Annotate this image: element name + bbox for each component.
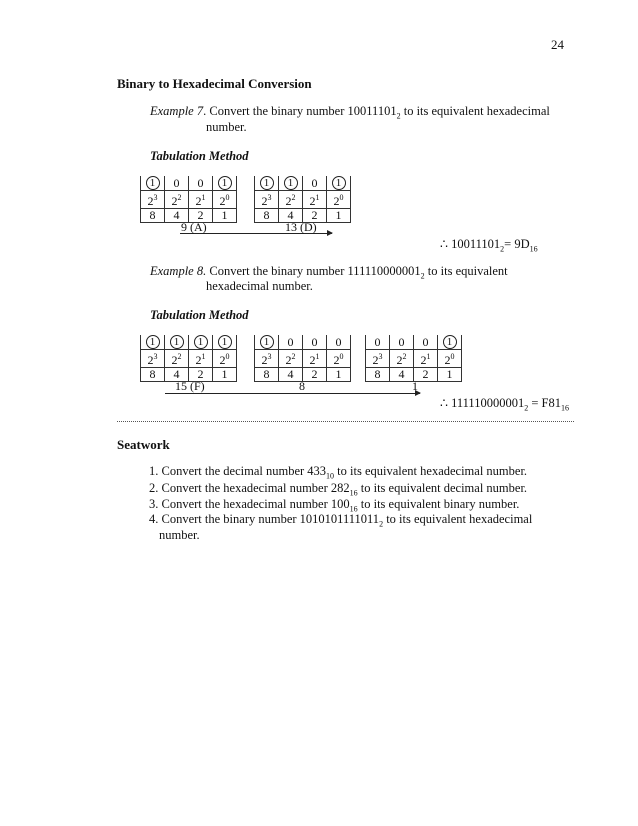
section-title: Binary to Hexadecimal Conversion bbox=[117, 76, 312, 91]
example7-text2: to its equivalent hexadecimal bbox=[400, 104, 550, 118]
power-exponent: 0 bbox=[225, 193, 230, 202]
seatwork-item-4-post: to its equivalent hexadecimal bbox=[383, 512, 533, 526]
power-exponent: 2 bbox=[177, 352, 182, 361]
example8-answer-mid: = F81 bbox=[528, 396, 561, 410]
example8-table-2 bbox=[254, 335, 351, 382]
example7-answer-sub2: 16 bbox=[529, 244, 538, 254]
seatwork-item-1-sub: 10 bbox=[326, 471, 335, 481]
seatwork-item-1-pre: 1. Convert the decimal number 433 bbox=[149, 464, 327, 478]
weight-cell: 8 bbox=[255, 209, 279, 223]
bit-cell bbox=[303, 335, 327, 350]
power-cell: $2^2$ bbox=[279, 350, 303, 368]
bit-value: 1 bbox=[194, 335, 208, 349]
power-cell: $2^1$ bbox=[303, 350, 327, 368]
power-exponent: 2 bbox=[177, 193, 182, 202]
seatwork-item-4-sub: 2 bbox=[379, 519, 384, 529]
power-exponent: 0 bbox=[339, 193, 344, 202]
example7-answer-sub1: 2 bbox=[500, 244, 505, 254]
example8-bits-row bbox=[255, 335, 351, 350]
example8-answer-prefix: ∴ 111110000001 bbox=[440, 396, 525, 410]
power-cell: $2^3$ bbox=[255, 350, 279, 368]
bit-cell bbox=[390, 335, 414, 350]
bit-value: 1 bbox=[284, 176, 298, 190]
power-exponent: 3 bbox=[267, 352, 272, 361]
bit-cell bbox=[414, 335, 438, 350]
bit-value: 0 bbox=[197, 175, 204, 190]
power-cell: $2^3$ bbox=[141, 350, 165, 368]
power-exponent: 0 bbox=[225, 352, 230, 361]
power-exponent: 1 bbox=[201, 193, 206, 202]
bit-cell bbox=[141, 335, 165, 350]
power-exponent: 1 bbox=[201, 352, 206, 361]
power-cell: $2^3$ bbox=[255, 191, 279, 209]
example8-sub: 2 bbox=[420, 271, 425, 281]
seatwork-item-4-pre: 4. Convert the binary number 1010101111011 bbox=[149, 512, 380, 526]
example8-method: Tabulation Method bbox=[150, 308, 249, 322]
seatwork-item-3-post: to its equivalent binary number. bbox=[357, 497, 520, 511]
power-exponent: 0 bbox=[339, 352, 344, 361]
example7-result-2: 13 (D) bbox=[285, 220, 317, 234]
example7-sub: 2 bbox=[396, 111, 401, 121]
bit-cell bbox=[165, 176, 189, 191]
weight-cell: 2 bbox=[189, 209, 213, 223]
example7-powers-row bbox=[255, 191, 351, 209]
example8-bits-row bbox=[141, 335, 237, 350]
example7-answer-mid: = 9D bbox=[504, 237, 530, 251]
power-cell: $2^2$ bbox=[165, 350, 189, 368]
bit-cell bbox=[213, 335, 237, 350]
power-exponent: 3 bbox=[378, 352, 383, 361]
bit-value: 0 bbox=[374, 334, 381, 349]
bit-value: 1 bbox=[170, 335, 184, 349]
bit-value: 1 bbox=[146, 335, 160, 349]
weight-cell: 8 bbox=[366, 368, 390, 382]
weight-cell: 4 bbox=[279, 368, 303, 382]
example8-text2: to its equivalent bbox=[424, 264, 508, 278]
power-cell: $2^0$ bbox=[327, 350, 351, 368]
seatwork-item-3-pre: 3. Convert the hexadecimal number 100 bbox=[149, 497, 350, 511]
bit-value: 1 bbox=[218, 335, 232, 349]
power-cell: $2^1$ bbox=[414, 350, 438, 368]
power-exponent: 3 bbox=[267, 193, 272, 202]
weight-cell: 2 bbox=[414, 368, 438, 382]
power-exponent: 2 bbox=[291, 193, 296, 202]
example8-label: Example 8. bbox=[150, 264, 207, 278]
example8-text: Convert the binary number 111110000001 bbox=[206, 264, 421, 278]
weight-cell: 1 bbox=[327, 368, 351, 382]
weight-cell: 4 bbox=[165, 209, 189, 223]
example8-table-3 bbox=[365, 335, 462, 382]
example7-bits-row bbox=[141, 176, 237, 191]
bit-value: 0 bbox=[335, 334, 342, 349]
weight-cell: 2 bbox=[303, 368, 327, 382]
example8-answer-sub1: 2 bbox=[524, 403, 529, 413]
weight-cell: 2 bbox=[189, 368, 213, 382]
example7-label: Example 7 bbox=[150, 104, 204, 118]
bit-value: 0 bbox=[398, 334, 405, 349]
seatwork-item-4-cont: number. bbox=[159, 528, 200, 542]
power-exponent: 1 bbox=[315, 193, 320, 202]
example8-bits-row bbox=[366, 335, 462, 350]
bit-cell bbox=[327, 176, 351, 191]
weight-cell: 8 bbox=[255, 368, 279, 382]
bit-value: 0 bbox=[311, 175, 318, 190]
bit-cell bbox=[327, 335, 351, 350]
power-cell: $2^0$ bbox=[213, 350, 237, 368]
weight-cell: 1 bbox=[213, 368, 237, 382]
power-cell: $2^3$ bbox=[366, 350, 390, 368]
bit-cell bbox=[189, 335, 213, 350]
example7-result-1: 9 (A) bbox=[181, 220, 207, 234]
example7-text3: number. bbox=[206, 120, 247, 134]
power-exponent: 2 bbox=[291, 352, 296, 361]
bit-value: 0 bbox=[287, 334, 294, 349]
power-cell: $2^1$ bbox=[189, 350, 213, 368]
power-cell: $2^2$ bbox=[279, 191, 303, 209]
bit-value: 0 bbox=[173, 175, 180, 190]
bit-cell bbox=[279, 335, 303, 350]
power-exponent: 1 bbox=[315, 352, 320, 361]
weight-cell: 8 bbox=[141, 209, 165, 223]
example7-answer bbox=[440, 236, 538, 254]
bit-cell bbox=[141, 176, 165, 191]
seatwork-item-2-pre: 2. Convert the hexadecimal number 282 bbox=[149, 481, 350, 495]
seatwork-item-2-sub: 16 bbox=[349, 488, 358, 498]
power-cell: $2^2$ bbox=[165, 191, 189, 209]
example8-answer bbox=[440, 395, 569, 413]
bit-cell bbox=[189, 176, 213, 191]
example8-text3: hexadecimal number. bbox=[206, 279, 313, 293]
example7-powers-row bbox=[141, 191, 237, 209]
example8-table-1 bbox=[140, 335, 237, 382]
seatwork-item-2-post: to its equivalent decimal number. bbox=[357, 481, 528, 495]
example8-result-3: 1 bbox=[412, 379, 418, 393]
example8-powers-row bbox=[141, 350, 237, 368]
example7-table-2 bbox=[254, 176, 351, 223]
example8-result-1: 15 (F) bbox=[175, 379, 205, 393]
power-cell: $2^0$ bbox=[327, 191, 351, 209]
seatwork-item-4 bbox=[149, 512, 569, 529]
seatwork-item-1-post: to its equivalent hexadecimal number. bbox=[334, 464, 528, 478]
weight-cell: 4 bbox=[279, 209, 303, 223]
power-cell: $2^2$ bbox=[390, 350, 414, 368]
bit-cell bbox=[366, 335, 390, 350]
example8-powers-row bbox=[255, 350, 351, 368]
bit-cell bbox=[279, 176, 303, 191]
seatwork-item-1 bbox=[149, 464, 527, 481]
example7-table-1 bbox=[140, 176, 237, 223]
page-number: 24 bbox=[551, 37, 564, 52]
seatwork-item-2 bbox=[149, 481, 527, 498]
bit-value: 1 bbox=[218, 176, 232, 190]
section-divider bbox=[117, 421, 574, 422]
power-cell: $2^1$ bbox=[189, 191, 213, 209]
power-exponent: 3 bbox=[153, 193, 158, 202]
bit-value: 0 bbox=[422, 334, 429, 349]
weight-cell: 4 bbox=[165, 368, 189, 382]
bit-cell bbox=[213, 176, 237, 191]
weight-cell: 1 bbox=[327, 209, 351, 223]
bit-cell bbox=[438, 335, 462, 350]
bit-value: 1 bbox=[260, 335, 274, 349]
example7-method: Tabulation Method bbox=[150, 149, 249, 163]
weight-cell: 1 bbox=[213, 209, 237, 223]
power-cell: $2^3$ bbox=[141, 191, 165, 209]
bit-value: 1 bbox=[332, 176, 346, 190]
seatwork-title: Seatwork bbox=[117, 437, 170, 452]
power-exponent: 3 bbox=[153, 352, 158, 361]
bit-cell bbox=[165, 335, 189, 350]
weight-cell: 8 bbox=[141, 368, 165, 382]
weight-cell: 2 bbox=[303, 209, 327, 223]
bit-cell bbox=[255, 176, 279, 191]
power-exponent: 2 bbox=[402, 352, 407, 361]
example7-statement bbox=[150, 104, 570, 121]
power-cell: $2^0$ bbox=[213, 191, 237, 209]
power-exponent: 1 bbox=[426, 352, 431, 361]
example8-powers-row bbox=[366, 350, 462, 368]
example7-answer-prefix: ∴ 10011101 bbox=[440, 237, 501, 251]
example7-text: . Convert the binary number 10011101 bbox=[203, 104, 397, 118]
bit-value: 1 bbox=[443, 335, 457, 349]
example8-answer-sub2: 16 bbox=[561, 403, 569, 413]
bit-value: 1 bbox=[260, 176, 274, 190]
power-exponent: 0 bbox=[450, 352, 455, 361]
bit-cell bbox=[303, 176, 327, 191]
weight-cell: 4 bbox=[390, 368, 414, 382]
power-cell: $2^1$ bbox=[303, 191, 327, 209]
example7-bits-row bbox=[255, 176, 351, 191]
power-cell: $2^0$ bbox=[438, 350, 462, 368]
seatwork-item-3-sub: 16 bbox=[349, 504, 358, 514]
bit-cell bbox=[255, 335, 279, 350]
example8-result-2: 8 bbox=[299, 379, 305, 393]
bit-value: 0 bbox=[311, 334, 318, 349]
bit-value: 1 bbox=[146, 176, 160, 190]
weight-cell: 1 bbox=[438, 368, 462, 382]
